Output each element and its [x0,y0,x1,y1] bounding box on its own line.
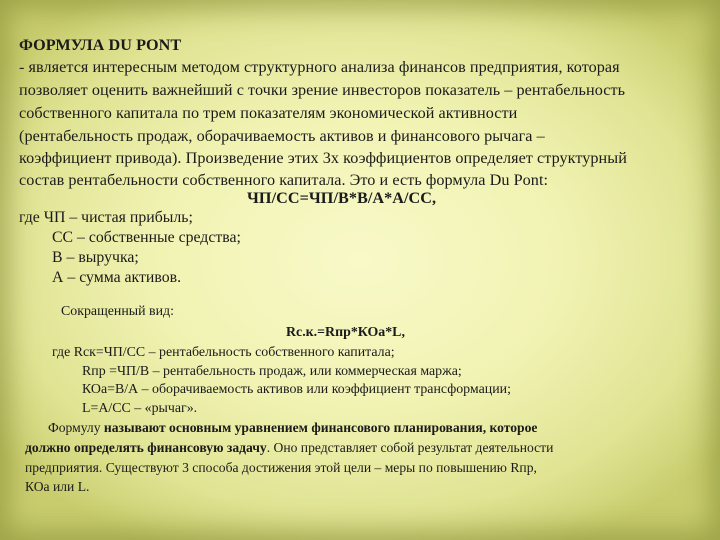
closing-text: Формулу [48,420,104,435]
legend-intro: где ЧП – чистая прибыль; [19,209,193,226]
legend-item: А – сумма активов. [52,269,182,286]
closing-emphasis: называют основным уравнением финансового планирования, которое [103,420,538,435]
dupont-formula: ЧП/СС=ЧП/В*В/А*А/СС, [247,189,437,207]
legend-item: Rпр =ЧП/В – рентабельность продаж, или коммерческая маржа; [82,364,462,379]
intro-line: (рентабельность продаж, оборачиваемость активов и финансового рычага – [19,127,545,145]
legend-item: КОа=В/А – оборачиваемость активов или коэффициент трансформации; [82,382,511,397]
short-formula: Rс.к.=Rпр*КОа*L, [286,325,405,340]
legend-item: L=А/СС – «рычаг». [82,401,198,416]
intro-line: - является интересным методом структурного анализа финансов предприятия, которая [19,58,620,76]
closing-text: . Оно представляет собой результат деятельности [266,440,554,455]
closing-line [48,420,537,436]
short-form-label: Сокращенный вид: [61,304,174,319]
intro-line: собственного капитала по трем показателям экономической активности [19,104,518,122]
intro-line: позволяет оценить важнейший с точки зрение инвесторов показатель – рентабельность [19,81,626,99]
legend-item: В – выручка; [52,249,139,266]
title: ФОРМУЛА DU PONT [19,36,182,54]
legend-intro: где Rск=ЧП/СС – рентабельность собственного капитала; [52,345,395,360]
legend-item: СС – собственные средства; [52,229,241,246]
intro-line: состав рентабельности собственного капитала. Это и есть формула Du Pont: [19,171,549,189]
closing-line: КОа или L. [25,479,90,494]
closing-emphasis: должно определять финансовую задачу [25,440,267,455]
closing-line [25,440,553,456]
intro-line: коэффициент привода). Произведение этих 3х коэффициентов определяет структурный [19,149,627,167]
closing-line: предприятия. Существуют 3 способа достижения этой цели – меры по повышению Rпр, [25,460,537,475]
